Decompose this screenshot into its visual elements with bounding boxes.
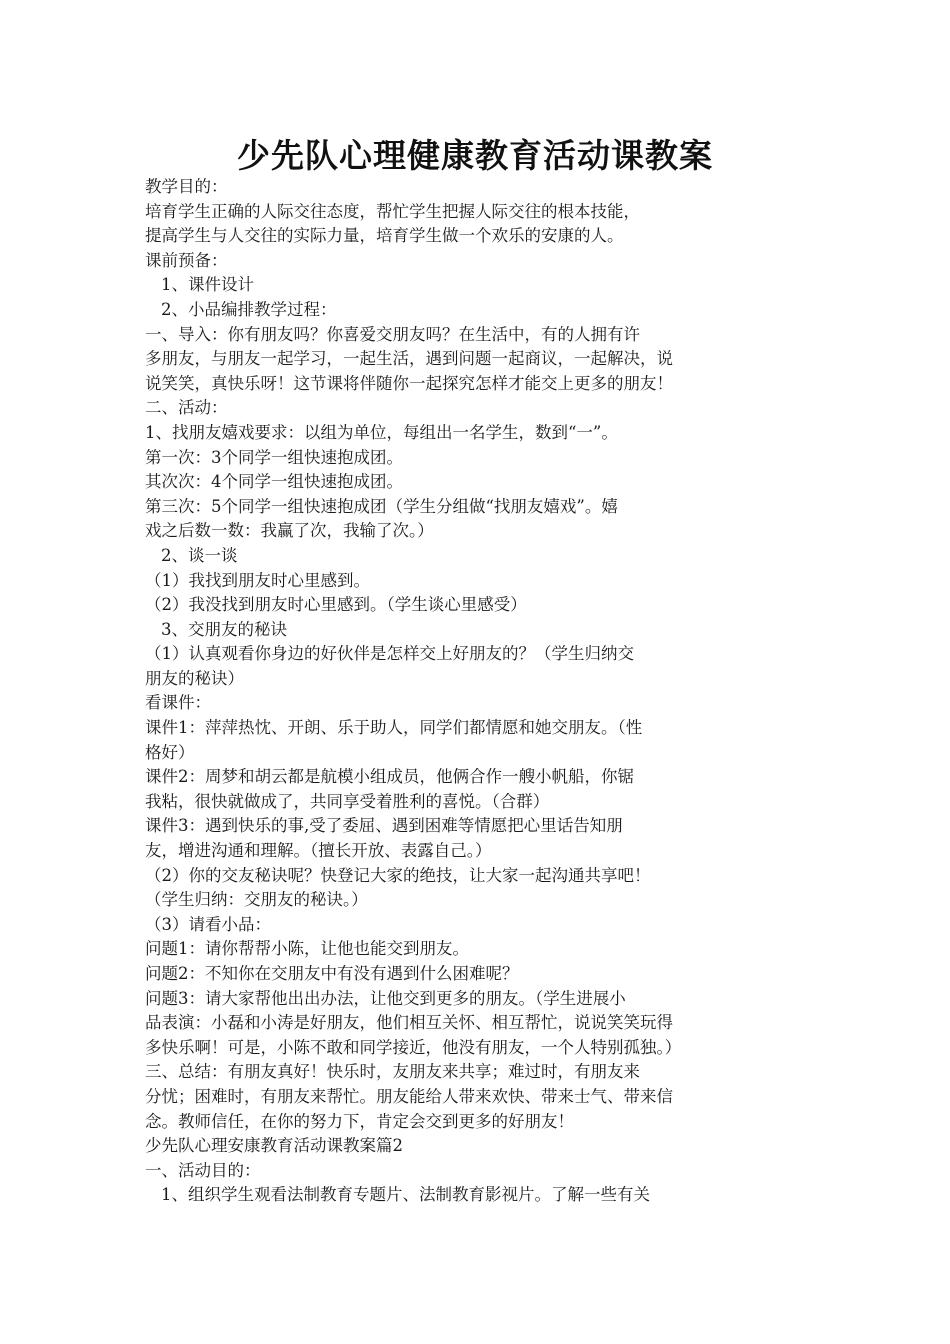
text-line: （3）请看小品： bbox=[145, 914, 271, 934]
text-line: （2）我没找到朋友时心里感到。（学生谈心里感受） bbox=[145, 595, 527, 615]
text-line: 我粘，很快就做成了，共同享受着胜利的喜悦。（合群） bbox=[145, 791, 550, 811]
text-line: 1、课件设计 bbox=[161, 275, 254, 295]
text-line: 2、小品编排教学过程： bbox=[161, 299, 337, 319]
text-line: 念。教师信任，在你的努力下，肯定会交到更多的好朋友！ bbox=[145, 1111, 574, 1131]
text-line: 教学目的： bbox=[145, 177, 228, 196]
text-line: 看课件： bbox=[145, 693, 211, 713]
text-line: （2）你的交友秘诀呢？快登记大家的绝技，让大家一起沟通共享吧！ bbox=[145, 865, 651, 885]
document-body bbox=[145, 175, 785, 1208]
text-line: 第一次：3个同学一组快速抱成团。 bbox=[145, 447, 403, 467]
text-line: 提高学生与人交往的实际力量，培育学生做一个欢乐的安康的人。 bbox=[145, 226, 624, 246]
text-line: 问题1：请你帮帮小陈，让他也能交到朋友。 bbox=[145, 939, 469, 959]
text-line: 问题2：不知你在交朋友中有没有遇到什么困难呢？ bbox=[145, 964, 519, 983]
text-line: 一、导入：你有朋友吗？你喜爱交朋友吗？在生活中，有的人拥有许 bbox=[145, 324, 640, 344]
text-line: 课件3：遇到快乐的事,受了委屈、遇到困难等情愿把心里话告知朋 bbox=[145, 816, 623, 836]
text-line: 1、找朋友嬉戏要求：以组为单位，每组出一名学生，数到“一”。 bbox=[145, 422, 618, 442]
text-line: 说笑笑，真快乐呀！这节课将伴随你一起探究怎样才能交上更多的朋友！ bbox=[145, 373, 673, 393]
text-line: 2、谈一谈 bbox=[161, 545, 238, 565]
text-line: 培育学生正确的人际交往态度，帮忙学生把握人际交往的根本技能， bbox=[145, 201, 640, 221]
text-line: 一、活动目的： bbox=[145, 1160, 261, 1180]
document-title: 少先队心理健康教育活动课教案 bbox=[237, 136, 713, 175]
text-line: 少先队心理安康教育活动课教案篇2 bbox=[145, 1136, 403, 1156]
text-line: 朋友的秘诀） bbox=[145, 668, 244, 688]
text-line: （1）认真观看你身边的好伙伴是怎样交上好朋友的？（学生归纳交 bbox=[145, 644, 634, 664]
text-line: 多朋友，与朋友一起学习，一起生活，遇到问题一起商议，一起解决，说 bbox=[145, 349, 673, 369]
text-line: 第三次：5个同学一组快速抱成团（学生分组做“找朋友嬉戏”。嬉 bbox=[145, 496, 618, 516]
text-line: 友，增进沟通和理解。（擅长开放、表露自己。） bbox=[145, 841, 492, 861]
text-line: 戏之后数一数：我赢了次，我输了次。） bbox=[145, 521, 434, 541]
text-line: 问题3：请大家帮他出出办法，让他交到更多的朋友。（学生进展小 bbox=[145, 988, 626, 1008]
text-line: 三、总结：有朋友真好！快乐时，友朋友来共享；难过时，有朋友来 bbox=[145, 1062, 640, 1082]
text-line: 课前预备： bbox=[145, 250, 228, 270]
text-line: 1、组织学生观看法制教育专题片、法制教育影视片。了解一些有关 bbox=[161, 1185, 650, 1205]
text-line: 其次次：4个同学一组快速抱成团。 bbox=[145, 472, 403, 492]
text-line: 课件1：萍萍热忱、开朗、乐于助人，同学们都情愿和她交朋友。（性 bbox=[145, 718, 643, 738]
text-line: 课件2：周梦和胡云都是航模小组成员，他俩合作一艘小帆船，你锯 bbox=[145, 767, 634, 787]
text-line: 二、活动： bbox=[145, 398, 228, 418]
text-line: 品表演：小磊和小涛是好朋友，他们相互关怀、相互帮忙，说说笑笑玩得 bbox=[145, 1013, 673, 1033]
text-line: （学生归纳：交朋友的秘诀。） bbox=[145, 890, 368, 910]
text-line: 分忧；困难时，有朋友来帮忙。朋友能给人带来欢快、带来士气、带来信 bbox=[145, 1086, 673, 1106]
text-line: 格好） bbox=[145, 742, 195, 762]
text-line: （1）我找到朋友时心里感到。 bbox=[145, 570, 370, 590]
text-line: 多快乐啊！可是，小陈不敢和同学接近，他没有朋友，一个人特别孤独。） bbox=[145, 1037, 682, 1057]
text-line: 3、交朋友的秘诀 bbox=[161, 619, 287, 639]
